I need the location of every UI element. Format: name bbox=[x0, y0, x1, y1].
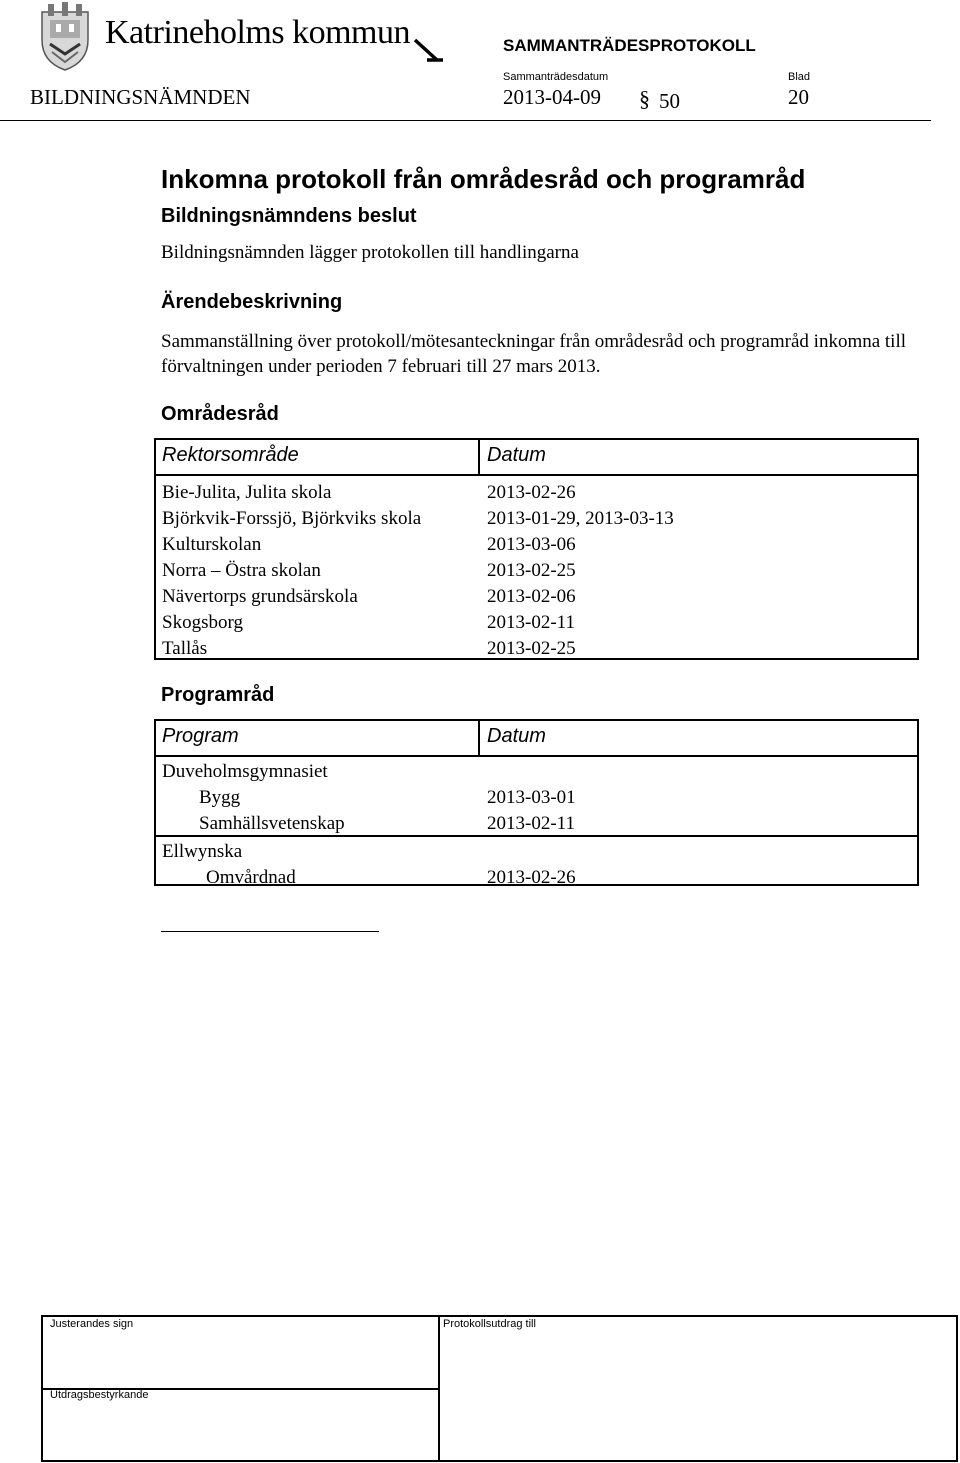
program-name: Omvårdnad bbox=[206, 867, 296, 888]
meeting-dates: 2013-02-11 bbox=[487, 612, 575, 633]
meeting-date-label: Sammanträdesdatum bbox=[503, 71, 609, 83]
meeting-dates: 2013-02-26 bbox=[487, 482, 576, 503]
page-number: 20 bbox=[788, 85, 809, 109]
adjuster-signature-label: Justerandes sign bbox=[50, 1318, 134, 1330]
table-row bbox=[156, 506, 917, 532]
decision-heading: Bildningsnämndens beslut bbox=[161, 205, 417, 227]
meeting-dates: 2013-03-06 bbox=[487, 534, 576, 555]
table-row bbox=[156, 610, 917, 636]
table-row bbox=[156, 532, 917, 558]
meeting-dates: 2013-02-25 bbox=[487, 638, 576, 659]
header-divider bbox=[0, 120, 931, 121]
page-title: Inkomna protokoll från områdesråd och programråd bbox=[161, 164, 806, 194]
column-divider bbox=[478, 721, 480, 755]
table-row bbox=[156, 811, 917, 837]
document-type: SAMMANTRÄDESPROTOKOLL bbox=[503, 36, 756, 55]
table-row bbox=[156, 480, 917, 506]
meeting-date: 2013-02-26 bbox=[487, 867, 576, 888]
column-header-area: Rektorsområde bbox=[162, 444, 299, 466]
area-name: Skogsborg bbox=[162, 612, 243, 633]
school-group bbox=[156, 757, 917, 837]
program-name: Samhällsvetenskap bbox=[199, 813, 345, 834]
program-name: Bygg bbox=[199, 787, 241, 808]
table-header bbox=[156, 721, 917, 757]
extract-recipient-label: Protokollsutdrag till bbox=[443, 1318, 536, 1330]
description-heading: Ärendebeskrivning bbox=[161, 291, 343, 313]
column-header-date: Datum bbox=[487, 725, 546, 747]
extract-certification-label: Utdragsbestyrkande bbox=[50, 1389, 149, 1401]
description-text: Sammanställning över protokoll/mötesanteckningar från områdesråd och programråd inkomna till förvaltningen under perioden 7 februari till 27 mars 2013. bbox=[161, 331, 907, 377]
school-row bbox=[156, 759, 917, 785]
meeting-dates: 2013-02-25 bbox=[487, 560, 576, 581]
area-council-table bbox=[154, 438, 919, 660]
page-label: Blad bbox=[788, 71, 811, 83]
committee-name: BILDNINGSNÄMNDEN bbox=[30, 85, 251, 109]
area-name: Tallås bbox=[162, 638, 208, 659]
meeting-dates: 2013-02-06 bbox=[487, 586, 576, 607]
school-group bbox=[156, 837, 917, 891]
column-header-date: Datum bbox=[487, 444, 546, 466]
signature-divider bbox=[438, 1317, 440, 1460]
column-divider bbox=[478, 440, 480, 474]
table-row bbox=[156, 865, 917, 891]
table-row bbox=[156, 558, 917, 584]
municipality-crest-logo bbox=[38, 2, 92, 72]
brand-name: Katrineholms kommun bbox=[105, 14, 410, 51]
program-council-heading: Programråd bbox=[161, 684, 275, 706]
table-header bbox=[156, 440, 917, 476]
footnote-divider bbox=[161, 931, 379, 932]
area-name: Nävertorps grundsärskola bbox=[162, 586, 358, 607]
school-row bbox=[156, 839, 917, 865]
school-name: Ellwynska bbox=[162, 841, 243, 862]
table-row bbox=[156, 636, 917, 662]
paragraph-number: 50 bbox=[659, 89, 680, 113]
school-name: Duveholmsgymnasiet bbox=[162, 761, 328, 782]
signature-box bbox=[41, 1315, 958, 1462]
paragraph-icon: § bbox=[639, 86, 650, 111]
area-name: Norra – Östra skolan bbox=[162, 560, 321, 581]
area-name: Björkvik-Forssjö, Björkviks skola bbox=[162, 508, 422, 529]
decision-text: Bildningsnämnden lägger protokollen till handlingarna bbox=[161, 242, 579, 263]
program-council-table bbox=[154, 719, 919, 886]
brand-swoosh-icon bbox=[413, 38, 443, 64]
area-name: Bie-Julita, Julita skola bbox=[162, 482, 332, 503]
column-header-program: Program bbox=[162, 725, 239, 747]
area-council-heading: Områdesråd bbox=[161, 403, 279, 425]
meeting-date: 2013-02-11 bbox=[487, 813, 575, 834]
table-row bbox=[156, 785, 917, 811]
table-row bbox=[156, 584, 917, 610]
meeting-dates: 2013-01-29, 2013-03-13 bbox=[487, 508, 674, 529]
meeting-date: 2013-03-01 bbox=[487, 787, 576, 808]
area-name: Kulturskolan bbox=[162, 534, 262, 555]
meeting-date: 2013-04-09 bbox=[503, 85, 601, 109]
